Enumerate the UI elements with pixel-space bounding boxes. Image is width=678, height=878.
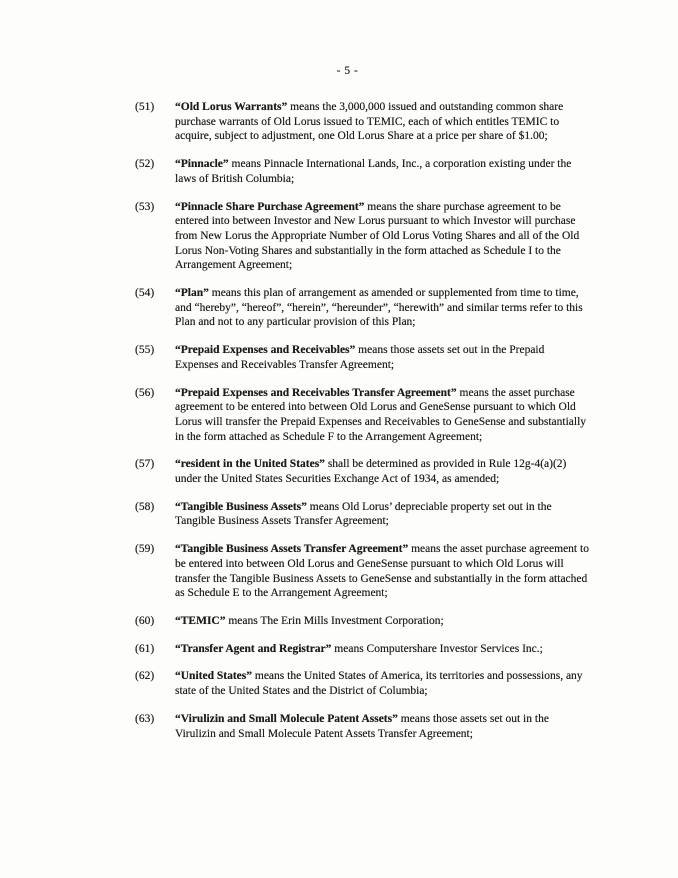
defined-term: “Pinnacle Share Purchase Agreement” <box>175 200 365 213</box>
definition-item <box>135 343 590 372</box>
definition-item <box>135 669 590 698</box>
definition-item <box>135 712 590 741</box>
definition-number: (60) <box>135 614 155 627</box>
definition-number: (53) <box>135 200 155 213</box>
defined-term: “Plan” <box>175 287 209 300</box>
definition-text: “Prepaid Expenses and Receivables” means those assets set out in the Prepaid Expenses and Receivables Transfer Agreement; <box>175 344 545 371</box>
defined-term: “Old Lorus Warrants” <box>175 101 288 113</box>
defined-term: “TEMIC” <box>175 614 226 627</box>
definition-text: “Old Lorus Warrants” means the 3,000,000 issued and outstanding common share purchase warrants of Old Lorus issued to TEMIC, each of which entitles TEMIC to acquire, subject to adjustment, one Old Lorus Share at a price per share of $1.00; <box>175 101 564 143</box>
definition-text: “Pinnacle Share Purchase Agreement” means the share purchase agreement to be entered into between Investor and New Lorus pursuant to which Investor will purchase from New Lorus the Appropriate Number of Old Lorus Voting Shares and all of the Old Lorus Non-Voting Shares and substantially in the form attached as Schedule I to the Arrangement Agreement; <box>175 200 580 272</box>
definition-text: “Tangible Business Assets” means Old Lorus’ depreciable property set out in the Tangible Business Assets Transfer Agreement; <box>175 500 552 528</box>
definition-text: “Tangible Business Assets Transfer Agreement” means the asset purchase agreement to be entered into between Old Lorus and GeneSense pursuant to which Old Lorus will transfer the Tangible Business Assets to GeneSense and substantially in the form attached as Schedule E to the Arrangement Agreement; <box>175 543 589 600</box>
definition-number: (59) <box>135 543 155 556</box>
definition-item <box>135 500 590 529</box>
definition-item <box>135 100 590 144</box>
definition-item <box>135 386 590 445</box>
defined-term: “Virulizin and Small Molecule Patent Assets” <box>175 712 398 725</box>
definition-number: (51) <box>135 101 155 113</box>
definition-text: “resident in the United States” shall be determined as provided in Rule 12g-4(a)(2) under the United States Securities Exchange Act of 1934, as amended; <box>175 458 567 486</box>
defined-term: “resident in the United States” <box>175 458 325 471</box>
definition-item <box>135 457 590 486</box>
definition-number: (55) <box>135 344 155 357</box>
definition-item <box>135 200 590 274</box>
definition-item <box>135 614 590 629</box>
definition-number: (54) <box>135 287 155 300</box>
defined-term: “Tangible Business Assets Transfer Agreement” <box>175 543 409 556</box>
definition-item <box>135 286 590 330</box>
definition-text: “Transfer Agent and Registrar” means Computershare Investor Services Inc.; <box>175 642 543 655</box>
definition-item <box>135 642 590 657</box>
definition-number: (61) <box>135 642 155 655</box>
definition-number: (57) <box>135 458 155 471</box>
definition-item <box>135 542 590 601</box>
definition-text: “TEMIC” means The Erin Mills Investment Corporation; <box>175 614 444 627</box>
defined-term: “Pinnacle” <box>175 158 229 171</box>
defined-term: “Prepaid Expenses and Receivables” <box>175 344 356 357</box>
defined-term: “Prepaid Expenses and Receivables Transfer Agreement” <box>175 386 457 399</box>
definition-number: (56) <box>135 386 155 399</box>
definition-text: “United States” means the United States of America, its territories and possessions, any state of the United States and the District of Columbia; <box>175 670 583 698</box>
definition-text: “Plan” means this plan of arrangement as amended or supplemented from time to time, and “hereby”, “hereof”, “herein”, “hereunder”, “herewith” and similar terms refer to this Plan and not to any particular provision of this Plan; <box>175 287 583 329</box>
definition-number: (63) <box>135 712 155 725</box>
defined-term: “United States” <box>175 670 252 683</box>
definition-text: “Prepaid Expenses and Receivables Transfer Agreement” means the asset purchase agreement to be entered into between Old Lorus and GeneSense pursuant to which Old Lorus will transfer the Prepaid Expenses and Receivables to GeneSense and substantially in the form attached as Schedule F to the Arrangement Agreement; <box>175 386 587 443</box>
definition-text: “Pinnacle” means Pinnacle International Lands, Inc., a corporation existing under the laws of British Columbia; <box>175 158 572 185</box>
definition-number: (62) <box>135 670 155 683</box>
definition-number: (58) <box>135 500 155 513</box>
defined-term: “Tangible Business Assets” <box>175 500 307 513</box>
definitions-list <box>135 100 590 741</box>
definition-number: (52) <box>135 158 155 171</box>
definition-text: “Virulizin and Small Molecule Patent Assets” means those assets set out in the Virulizin and Small Molecule Patent Assets Transfer Agreement; <box>175 712 549 740</box>
page-number: - 5 - <box>336 65 359 77</box>
definition-item <box>135 157 590 186</box>
defined-term: “Transfer Agent and Registrar” <box>175 642 332 655</box>
